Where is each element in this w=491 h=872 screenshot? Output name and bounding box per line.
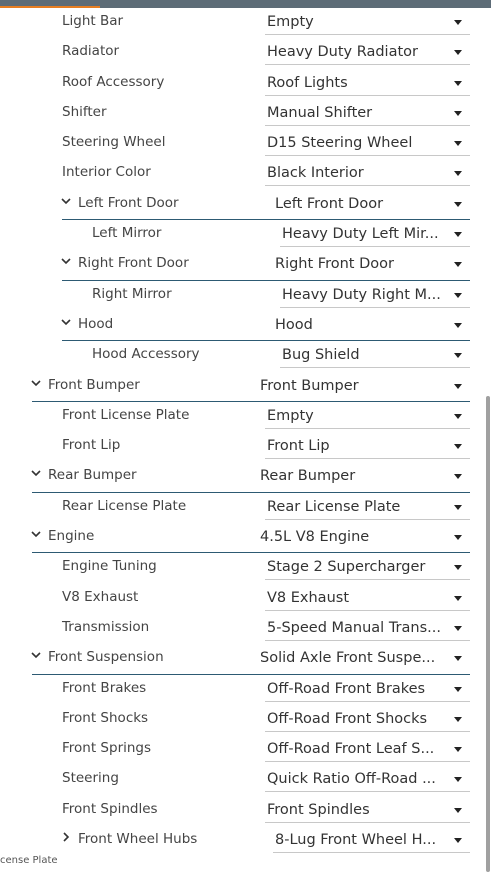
dropdown-arrow-icon[interactable] (454, 50, 462, 55)
chevron-down-icon[interactable] (60, 315, 72, 329)
option-label: Hood (78, 315, 114, 332)
option-label: Right Front Door (78, 255, 189, 272)
tree-row (0, 644, 485, 674)
selected-value: Front Spindles (267, 801, 370, 818)
tree-row (0, 614, 485, 644)
tree-row (0, 99, 485, 129)
options-tree (0, 8, 485, 856)
dropdown-arrow-icon[interactable] (454, 384, 462, 389)
tree-row (0, 402, 485, 432)
option-select[interactable] (258, 527, 470, 549)
dropdown-arrow-icon[interactable] (454, 444, 462, 449)
dropdown-arrow-icon[interactable] (454, 626, 462, 631)
tree-row (0, 129, 485, 159)
selected-value: Empty (267, 14, 314, 30)
option-select[interactable] (280, 285, 470, 308)
tree-row (0, 281, 485, 311)
tree-row (0, 341, 485, 371)
option-label: Radiator (62, 43, 120, 60)
selected-value: Off-Road Front Shocks (267, 710, 428, 727)
dropdown-arrow-icon[interactable] (454, 717, 462, 722)
option-label: Front Wheel Hubs (78, 831, 198, 848)
option-label: Right Mirror (92, 285, 172, 302)
tree-row (0, 462, 485, 492)
chevron-down-icon[interactable] (60, 254, 72, 268)
dropdown-arrow-icon[interactable] (454, 171, 462, 176)
option-select[interactable] (273, 254, 470, 276)
option-select[interactable] (265, 709, 470, 732)
selected-value: Rear License Plate (267, 498, 401, 515)
partial-row-label: cense Plate (0, 855, 58, 866)
selected-value: Heavy Duty Right M... (282, 286, 441, 303)
option-select[interactable] (265, 42, 470, 65)
selected-value: Heavy Duty Left Mir... (282, 226, 439, 243)
option-select[interactable] (265, 163, 470, 186)
option-select[interactable] (265, 739, 470, 762)
tree-row (0, 675, 485, 705)
option-select[interactable] (265, 73, 470, 96)
option-label: Steering (62, 770, 119, 787)
chevron-right-icon[interactable] (60, 830, 72, 844)
chevron-down-icon[interactable] (30, 648, 42, 662)
dropdown-arrow-icon[interactable] (454, 81, 462, 86)
option-label: Front Bumper (48, 376, 140, 393)
option-label: V8 Exhaust (62, 588, 139, 605)
tree-row (0, 705, 485, 735)
tree-row (0, 523, 485, 553)
option-select[interactable] (265, 436, 470, 459)
tree-row (0, 796, 485, 826)
option-label: Left Mirror (92, 225, 162, 242)
option-label: Rear License Plate (62, 497, 187, 514)
tree-row (0, 69, 485, 99)
option-label: Hood Accessory (92, 346, 200, 363)
option-select[interactable] (265, 588, 470, 611)
option-select[interactable] (265, 769, 470, 792)
option-label: Front Shocks (62, 709, 149, 726)
option-select[interactable] (258, 376, 470, 398)
dropdown-arrow-icon[interactable] (454, 505, 462, 510)
option-select[interactable] (265, 800, 470, 823)
chevron-down-icon[interactable] (30, 376, 42, 390)
dropdown-arrow-icon[interactable] (454, 353, 462, 358)
dropdown-arrow-icon[interactable] (454, 414, 462, 419)
option-select[interactable] (273, 194, 470, 216)
option-label: Front Suspension (48, 649, 164, 666)
option-label: Rear Bumper (48, 467, 137, 484)
option-select[interactable] (265, 12, 470, 35)
tree-row (0, 250, 485, 280)
selected-value: Black Interior (267, 165, 364, 182)
dropdown-arrow-icon[interactable] (454, 202, 462, 207)
chevron-down-icon[interactable] (60, 194, 72, 208)
selected-value: Empty (267, 407, 314, 424)
dropdown-arrow-icon[interactable] (454, 656, 462, 661)
selected-value: 5-Speed Manual Trans... (267, 619, 441, 636)
option-select[interactable] (265, 618, 470, 641)
dropdown-arrow-icon[interactable] (454, 141, 462, 146)
tree-row (0, 38, 485, 68)
dropdown-arrow-icon[interactable] (454, 687, 462, 692)
tree-row (0, 311, 485, 341)
tree-row (0, 220, 485, 250)
selected-value: D15 Steering Wheel (267, 135, 413, 152)
dropdown-arrow-icon[interactable] (454, 777, 462, 782)
dropdown-arrow-icon[interactable] (454, 111, 462, 116)
selected-value: Off-Road Front Leaf S... (267, 741, 435, 758)
chevron-down-icon[interactable] (30, 527, 42, 541)
selected-value: Heavy Duty Radiator (267, 44, 418, 61)
dropdown-arrow-icon[interactable] (454, 293, 462, 298)
selected-value: 8-Lug Front Wheel H... (275, 832, 437, 849)
selected-value: Roof Lights (267, 74, 348, 91)
selected-value: Right Front Door (275, 256, 394, 273)
tree-row (0, 432, 485, 462)
option-select[interactable] (265, 497, 470, 520)
dropdown-arrow-icon[interactable] (454, 262, 462, 267)
selected-value: Quick Ratio Off-Road ... (267, 771, 436, 788)
option-label: Front Spindles (62, 800, 158, 817)
option-label: Front Lip (62, 437, 121, 454)
option-select[interactable] (265, 406, 470, 429)
selected-value: Manual Shifter (267, 104, 373, 121)
option-label: Front Springs (62, 740, 152, 757)
selected-value: Front Lip (267, 438, 330, 455)
dropdown-arrow-icon[interactable] (454, 747, 462, 752)
option-select[interactable] (265, 557, 470, 580)
option-label: Left Front Door (78, 194, 179, 211)
selected-value: Front Bumper (260, 377, 359, 394)
option-label: Engine (48, 528, 95, 545)
dropdown-arrow-icon[interactable] (454, 808, 462, 813)
dropdown-arrow-icon[interactable] (454, 20, 462, 25)
dropdown-arrow-icon[interactable] (454, 565, 462, 570)
selected-value: Bug Shield (282, 347, 360, 364)
option-select[interactable] (258, 648, 470, 670)
dropdown-arrow-icon[interactable] (454, 323, 462, 328)
dropdown-arrow-icon[interactable] (454, 535, 462, 540)
option-select[interactable] (265, 679, 470, 702)
option-select[interactable] (258, 466, 470, 488)
dropdown-arrow-icon[interactable] (454, 838, 462, 843)
tree-row (0, 372, 485, 402)
selected-value: Rear Bumper (260, 468, 356, 485)
selected-value: Left Front Door (275, 195, 384, 212)
dropdown-arrow-icon[interactable] (454, 474, 462, 479)
option-select[interactable] (280, 224, 470, 247)
tree-row (0, 735, 485, 765)
option-label: Transmission (62, 618, 150, 635)
option-label: Front Brakes (62, 679, 147, 696)
option-label: Light Bar (62, 13, 124, 29)
selected-value: Off-Road Front Brakes (267, 680, 426, 697)
tree-row (0, 553, 485, 583)
selected-value: 4.5L V8 Engine (260, 529, 370, 546)
option-select[interactable] (265, 133, 470, 156)
selected-value: V8 Exhaust (267, 589, 350, 606)
tree-row (0, 765, 485, 795)
tree-row (0, 190, 485, 220)
option-select[interactable] (273, 315, 470, 337)
chevron-down-icon[interactable] (30, 466, 42, 480)
scrollbar-thumb[interactable] (486, 396, 490, 872)
option-label: Roof Accessory (62, 73, 165, 90)
selected-value: Hood (275, 316, 313, 333)
option-select[interactable] (265, 103, 470, 126)
dropdown-arrow-icon[interactable] (454, 232, 462, 237)
option-label: Steering Wheel (62, 134, 166, 151)
tree-row (0, 826, 485, 856)
option-label: Interior Color (62, 164, 151, 181)
tree-row (0, 493, 485, 523)
selected-value: Stage 2 Supercharger (267, 559, 426, 576)
option-label: Shifter (62, 103, 107, 120)
option-label: Front License Plate (62, 406, 190, 423)
tree-row (0, 8, 485, 38)
tree-row (0, 159, 485, 189)
option-select[interactable] (273, 830, 470, 853)
option-select[interactable] (280, 345, 470, 368)
selected-value: Solid Axle Front Suspe... (260, 650, 436, 667)
scrollbar-track[interactable] (485, 8, 491, 864)
dropdown-arrow-icon[interactable] (454, 596, 462, 601)
option-label: Engine Tuning (62, 558, 157, 575)
tree-row (0, 584, 485, 614)
